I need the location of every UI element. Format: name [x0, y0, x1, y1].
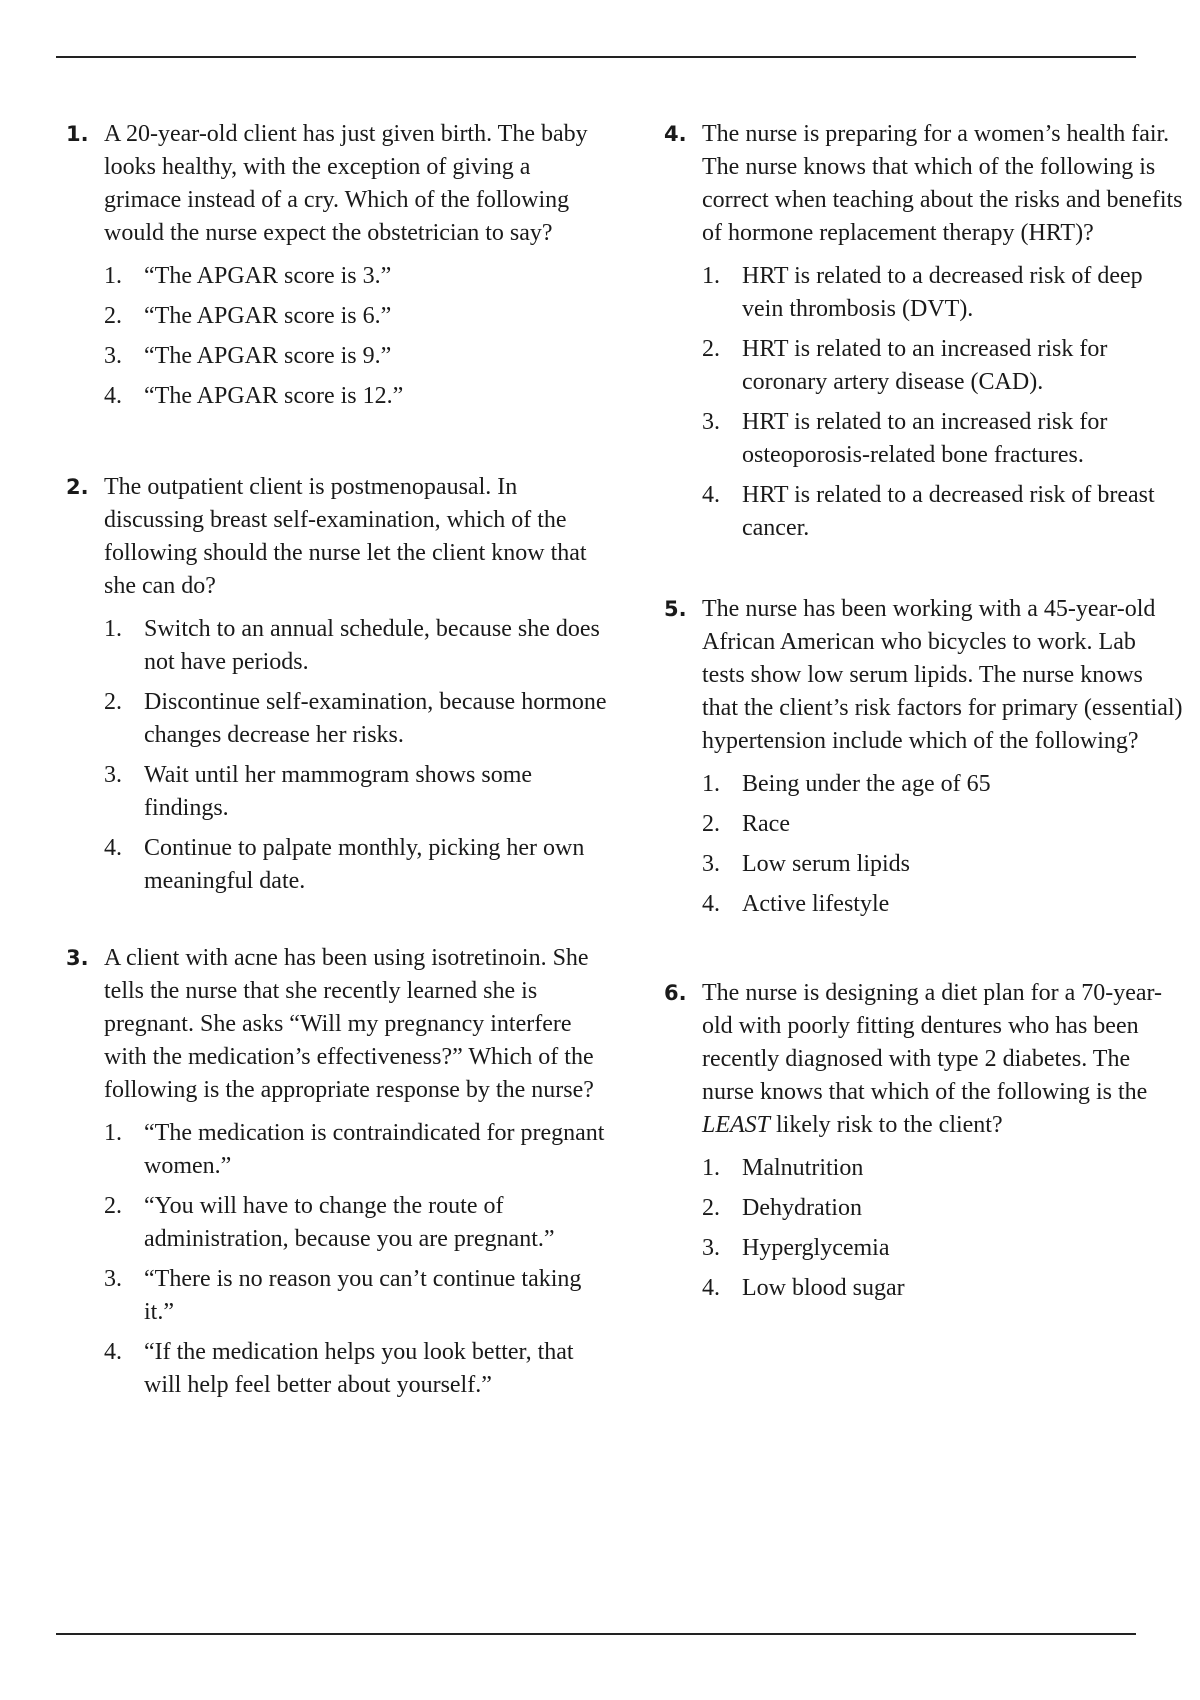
answer-option[interactable] — [702, 1192, 1184, 1225]
option-number: 2. — [702, 1195, 720, 1221]
answer-option[interactable] — [104, 380, 611, 413]
answer-option[interactable] — [702, 1152, 1184, 1185]
answer-option[interactable] — [702, 1232, 1184, 1265]
answer-option[interactable] — [104, 1263, 611, 1329]
stem-emphasis: LEAST — [702, 1112, 771, 1138]
answer-option[interactable] — [702, 406, 1184, 472]
answer-option[interactable] — [104, 832, 611, 898]
answer-options — [702, 1152, 1184, 1305]
option-text: “The APGAR score is 12.” — [144, 383, 404, 409]
top-rule — [56, 56, 1136, 58]
option-text: “The medication is contraindicated for pregnant women.” — [144, 1120, 605, 1179]
option-text: Hyperglycemia — [742, 1235, 890, 1261]
option-number: 3. — [702, 409, 720, 435]
question-3 — [66, 942, 611, 1402]
answer-option[interactable] — [104, 1190, 611, 1256]
answer-option[interactable] — [702, 888, 1184, 921]
option-number: 4. — [104, 1339, 122, 1365]
answer-option[interactable] — [702, 1272, 1184, 1305]
answer-option[interactable] — [702, 333, 1184, 399]
option-text: “There is no reason you can’t continue taking it.” — [144, 1266, 582, 1325]
option-number: 1. — [702, 1155, 720, 1181]
option-text: Race — [742, 811, 790, 837]
question-4 — [664, 118, 1184, 545]
option-text: Low blood sugar — [742, 1275, 905, 1301]
option-text: Wait until her mammogram shows some findings. — [144, 762, 533, 821]
option-text: Low serum lipids — [742, 851, 910, 877]
answer-option[interactable] — [104, 300, 611, 333]
option-text: Continue to palpate monthly, picking her own meaningful date. — [144, 835, 585, 894]
answer-option[interactable] — [702, 848, 1184, 881]
answer-options — [702, 768, 1184, 921]
option-text: Being under the age of 65 — [742, 771, 991, 797]
answer-option[interactable] — [104, 613, 611, 679]
option-number: 4. — [104, 835, 122, 861]
option-text: “If the medication helps you look better, that will help feel better about yourself.” — [144, 1339, 574, 1398]
option-text: Switch to an annual schedule, because she does not have periods. — [144, 616, 600, 675]
answer-option[interactable] — [104, 1117, 611, 1183]
question-1 — [66, 118, 611, 413]
option-number: 1. — [702, 771, 720, 797]
answer-options — [104, 260, 611, 413]
option-number: 3. — [702, 851, 720, 877]
option-number: 1. — [104, 263, 122, 289]
option-number: 2. — [104, 303, 122, 329]
option-text: HRT is related to an increased risk for osteoporosis-related bone fractures. — [742, 409, 1108, 468]
option-text: Active lifestyle — [742, 891, 890, 917]
option-number: 2. — [104, 1193, 122, 1219]
question-number: 2. — [66, 475, 89, 499]
option-number: 4. — [104, 383, 122, 409]
question-stem: A client with acne has been using isotretinoin. She tells the nurse that she recently learned she is pregnant. She asks “Will my pregnancy interfere with the medication’s effectiveness?” Which of the following is the appropriate response by the nurse? — [104, 945, 594, 1103]
answer-options — [104, 1117, 611, 1402]
stem-text: The nurse is designing a diet plan for a 70-year-old with poorly fitting dentures who has been recently diagnosed with type 2 diabetes. The nurse knows that which of the following is the — [702, 980, 1163, 1105]
left-column — [66, 118, 611, 1409]
question-number: 3. — [66, 946, 89, 970]
stem-text: likely risk to the client? — [770, 1112, 1003, 1138]
option-number: 4. — [702, 482, 720, 508]
question-stem: A 20-year-old client has just given birth. The baby looks healthy, with the exception of giving a grimace instead of a cry. Which of the following would the nurse expect the obstetrician to say? — [104, 121, 588, 246]
question-stem — [702, 977, 1184, 1142]
bottom-rule — [56, 1633, 1136, 1635]
question-stem: The nurse has been working with a 45-year-old African American who bicycles to work. Lab tests show low serum lipids. The nurse knows that the client’s risk factors for primary (essential) hypertension include which of the following? — [702, 596, 1183, 754]
right-column — [664, 118, 1184, 1312]
question-2 — [66, 471, 611, 898]
answer-option[interactable] — [104, 686, 611, 752]
option-number: 2. — [702, 336, 720, 362]
answer-option[interactable] — [702, 260, 1184, 326]
option-number: 1. — [104, 616, 122, 642]
question-number: 6. — [664, 981, 687, 1005]
answer-option[interactable] — [104, 260, 611, 293]
question-6 — [664, 977, 1184, 1305]
option-text: HRT is related to a decreased risk of breast cancer. — [742, 482, 1155, 541]
option-text: Malnutrition — [742, 1155, 864, 1181]
option-number: 4. — [702, 1275, 720, 1301]
question-number: 4. — [664, 122, 687, 146]
question-5 — [664, 593, 1184, 921]
answer-options — [702, 260, 1184, 545]
question-stem: The nurse is preparing for a women’s health fair. The nurse knows that which of the following is correct when teaching about the risks and benefits of hormone replacement therapy (HRT)? — [702, 121, 1183, 246]
answer-options — [104, 613, 611, 898]
option-text: HRT is related to a decreased risk of deep vein thrombosis (DVT). — [742, 263, 1143, 322]
option-number: 2. — [702, 811, 720, 837]
option-text: HRT is related to an increased risk for coronary artery disease (CAD). — [742, 336, 1108, 395]
option-number: 3. — [104, 1266, 122, 1292]
answer-option[interactable] — [702, 479, 1184, 545]
option-text: Dehydration — [742, 1195, 862, 1221]
option-number: 3. — [702, 1235, 720, 1261]
option-text: Discontinue self-examination, because hormone changes decrease her risks. — [144, 689, 607, 748]
option-text: “The APGAR score is 3.” — [144, 263, 392, 289]
option-text: “The APGAR score is 6.” — [144, 303, 392, 329]
option-text: “You will have to change the route of administration, because you are pregnant.” — [144, 1193, 555, 1252]
option-number: 2. — [104, 689, 122, 715]
option-number: 3. — [104, 343, 122, 369]
question-stem: The outpatient client is postmenopausal. In discussing breast self-examination, which of the following should the nurse let the client know that she can do? — [104, 474, 587, 599]
question-number: 5. — [664, 597, 687, 621]
answer-option[interactable] — [104, 759, 611, 825]
answer-option[interactable] — [104, 1336, 611, 1402]
question-number: 1. — [66, 122, 89, 146]
option-text: “The APGAR score is 9.” — [144, 343, 392, 369]
answer-option[interactable] — [702, 768, 1184, 801]
option-number: 3. — [104, 762, 122, 788]
option-number: 1. — [702, 263, 720, 289]
answer-option[interactable] — [702, 808, 1184, 841]
option-number: 4. — [702, 891, 720, 917]
answer-option[interactable] — [104, 340, 611, 373]
option-number: 1. — [104, 1120, 122, 1146]
